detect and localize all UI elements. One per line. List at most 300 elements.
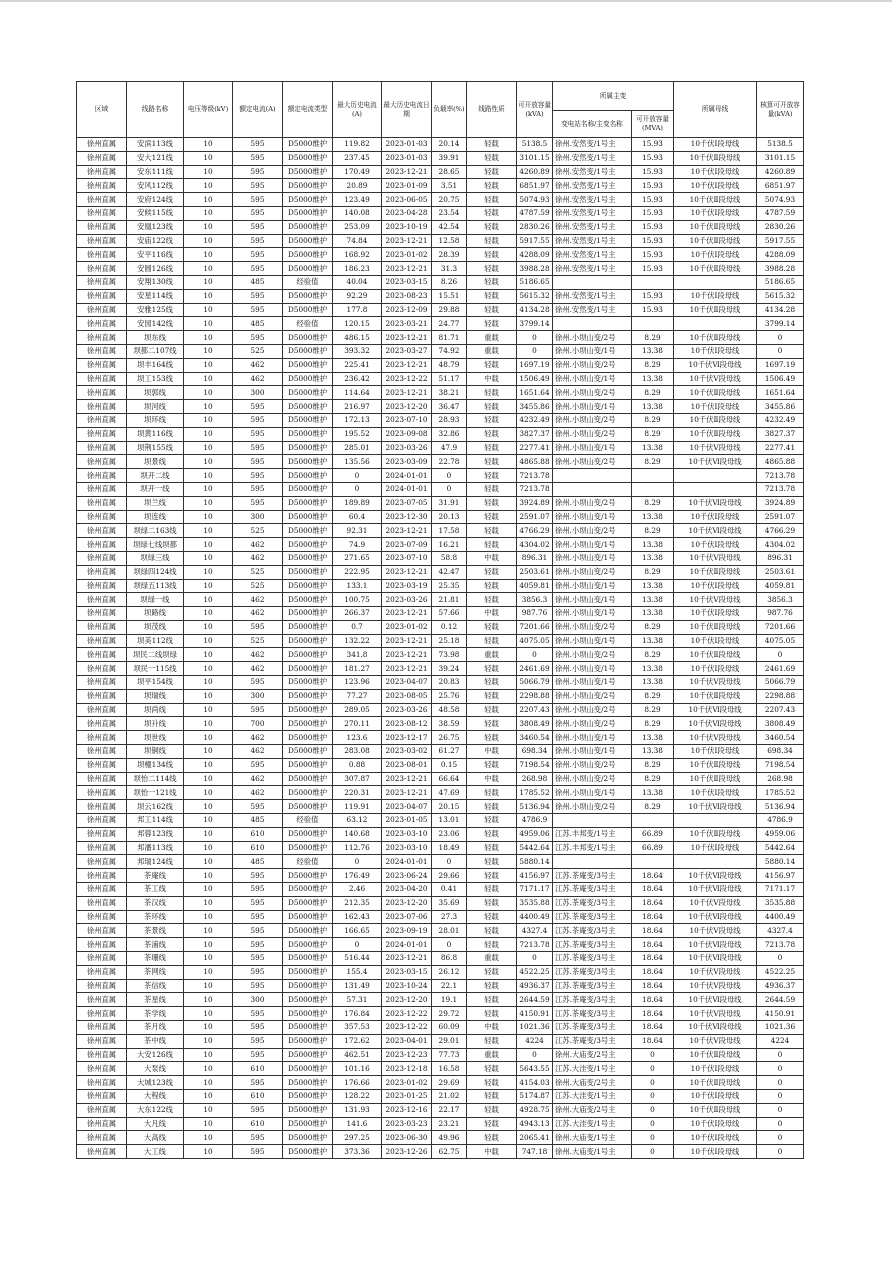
bus-cell: 10千伏Ⅴ段母线: [674, 979, 757, 993]
region-cell: 徐州直属: [77, 703, 127, 717]
load-rate-cell: 35.69: [432, 896, 467, 910]
line-nature-cell: 轻载: [467, 1117, 517, 1131]
line-nature-cell: 轻载: [467, 482, 517, 496]
table-row: [77, 427, 804, 441]
sub-capacity-cell: 8.29: [632, 772, 674, 786]
line-nature-cell: 轻载: [467, 138, 517, 152]
sub-capacity-cell: 0: [632, 1076, 674, 1090]
max-date-cell: 2023-01-02: [382, 1076, 432, 1090]
voltage-cell: 10: [184, 234, 233, 248]
load-rate-cell: 20.83: [432, 676, 467, 690]
rated-current-cell: 595: [233, 455, 283, 469]
substation-cell: 江苏.丰邦变/1号主: [553, 841, 632, 855]
voltage-cell: 10: [184, 289, 233, 303]
load-rate-cell: 0: [432, 469, 467, 483]
load-rate-cell: 23.21: [432, 1117, 467, 1131]
line-name-cell: 坝都二107线: [127, 344, 184, 358]
bus-cell: 10千伏Ⅵ段母线: [674, 993, 757, 1007]
sub-capacity-cell: 18.64: [632, 883, 674, 897]
open-capacity-cell: 3101.15: [517, 151, 553, 165]
capacity-table-sheet: [76, 81, 803, 1159]
line-name-cell: 坝绿三线: [127, 551, 184, 565]
line-nature-cell: 中载: [467, 607, 517, 621]
line-name-cell: 坝荆155线: [127, 441, 184, 455]
bus-cell: 10千伏Ⅰ段母线: [674, 662, 757, 676]
open-capacity-cell: 4787.59: [517, 206, 553, 220]
rated-type-cell: D5000维护: [283, 358, 333, 372]
rated-current-cell: 462: [233, 731, 283, 745]
rated-current-cell: 525: [233, 344, 283, 358]
line-name-cell: 安平116线: [127, 248, 184, 262]
substation-cell: 徐州.小坝山变/1号: [553, 510, 632, 524]
rated-current-cell: 525: [233, 565, 283, 579]
table-row: [77, 151, 804, 165]
region-cell: 徐州直属: [77, 786, 127, 800]
max-current-cell: 266.37: [333, 607, 382, 621]
max-date-cell: 2023-03-15: [382, 965, 432, 979]
max-date-cell: 2023-12-09: [382, 303, 432, 317]
sub-capacity-cell: [632, 469, 674, 483]
region-cell: 徐州直属: [77, 634, 127, 648]
voltage-cell: 10: [184, 1021, 233, 1035]
rated-current-cell: 595: [233, 1048, 283, 1062]
rated-type-cell: D5000维护: [283, 1007, 333, 1021]
rated-type-cell: 经验值: [283, 275, 333, 289]
rated-type-cell: D5000维护: [283, 179, 333, 193]
rated-current-cell: 595: [233, 331, 283, 345]
open-capacity-cell: 4150.91: [517, 1007, 553, 1021]
line-name-cell: 坝开二线: [127, 469, 184, 483]
open-capacity-cell: 0: [517, 648, 553, 662]
calc-capacity-cell: 4260.89: [757, 165, 804, 179]
max-current-cell: 285.01: [333, 441, 382, 455]
load-rate-cell: 73.98: [432, 648, 467, 662]
rated-current-cell: 700: [233, 717, 283, 731]
calc-capacity-cell: 4156.97: [757, 869, 804, 883]
load-rate-cell: 22.1: [432, 979, 467, 993]
bus-cell: 10千伏Ⅱ段母线: [674, 151, 757, 165]
load-rate-cell: 29.69: [432, 1076, 467, 1090]
sub-capacity-cell: 13.38: [632, 662, 674, 676]
open-capacity-cell: 4327.4: [517, 924, 553, 938]
sub-capacity-cell: 18.64: [632, 952, 674, 966]
header-rated-current: 额定电流(A): [233, 82, 283, 138]
region-cell: 徐州直属: [77, 193, 127, 207]
calc-capacity-cell: 987.76: [757, 607, 804, 621]
page-top-rule: [0, 0, 892, 2]
voltage-cell: 10: [184, 800, 233, 814]
table-row: [77, 593, 804, 607]
load-rate-cell: 29.01: [432, 1034, 467, 1048]
table-row: [77, 1145, 804, 1159]
bus-cell: 10千伏Ⅰ段母线: [674, 138, 757, 152]
sub-capacity-cell: 8.29: [632, 758, 674, 772]
table-row: [77, 138, 804, 152]
calc-capacity-cell: 7213.78: [757, 482, 804, 496]
region-cell: 徐州直属: [77, 151, 127, 165]
line-nature-cell: 重载: [467, 344, 517, 358]
substation-cell: [553, 317, 632, 331]
max-current-cell: 77.27: [333, 689, 382, 703]
rated-current-cell: 595: [233, 924, 283, 938]
open-capacity-cell: 5174.87: [517, 1089, 553, 1103]
sub-capacity-cell: 13.38: [632, 593, 674, 607]
line-name-cell: 茶汉线: [127, 896, 184, 910]
line-nature-cell: 轻载: [467, 979, 517, 993]
max-date-cell: 2023-01-09: [382, 179, 432, 193]
region-cell: 徐州直属: [77, 814, 127, 828]
region-cell: 徐州直属: [77, 565, 127, 579]
bus-cell: 10千伏Ⅵ段母线: [674, 496, 757, 510]
max-current-cell: 176.84: [333, 1007, 382, 1021]
max-date-cell: 2024-01-01: [382, 469, 432, 483]
max-current-cell: 271.65: [333, 551, 382, 565]
calc-capacity-cell: 3799.14: [757, 317, 804, 331]
max-date-cell: 2023-07-09: [382, 538, 432, 552]
open-capacity-cell: 5615.32: [517, 289, 553, 303]
max-date-cell: 2023-12-20: [382, 993, 432, 1007]
table-row: [77, 717, 804, 731]
bus-cell: 10千伏Ⅱ段母线: [674, 1076, 757, 1090]
line-nature-cell: 轻载: [467, 303, 517, 317]
region-cell: 徐州直属: [77, 938, 127, 952]
bus-cell: 10千伏Ⅱ段母线: [674, 427, 757, 441]
max-date-cell: 2023-12-26: [382, 1145, 432, 1159]
open-capacity-cell: 3460.54: [517, 731, 553, 745]
line-name-cell: 安风112线: [127, 179, 184, 193]
max-date-cell: 2023-12-21: [382, 234, 432, 248]
line-name-cell: 安翔130线: [127, 275, 184, 289]
table-row: [77, 607, 804, 621]
max-date-cell: 2023-12-21: [382, 772, 432, 786]
bus-cell: 10千伏Ⅰ段母线: [674, 745, 757, 759]
max-current-cell: 60.4: [333, 510, 382, 524]
calc-capacity-cell: 0: [757, 1131, 804, 1145]
calc-capacity-cell: 5615.32: [757, 289, 804, 303]
line-nature-cell: 中载: [467, 1145, 517, 1159]
line-nature-cell: 轻载: [467, 524, 517, 538]
line-name-cell: 安府124线: [127, 193, 184, 207]
calc-capacity-cell: 5880.14: [757, 855, 804, 869]
voltage-cell: 10: [184, 427, 233, 441]
max-date-cell: 2023-03-15: [382, 275, 432, 289]
line-nature-cell: 轻载: [467, 206, 517, 220]
line-name-cell: 安东111线: [127, 165, 184, 179]
table-row: [77, 565, 804, 579]
max-current-cell: 141.6: [333, 1117, 382, 1131]
max-current-cell: 0: [333, 482, 382, 496]
max-current-cell: 168.92: [333, 248, 382, 262]
bus-cell: 10千伏Ⅰ段母线: [674, 1117, 757, 1131]
calc-capacity-cell: 1697.19: [757, 358, 804, 372]
line-nature-cell: 轻载: [467, 248, 517, 262]
max-current-cell: 297.25: [333, 1131, 382, 1145]
table-row: [77, 745, 804, 759]
rated-current-cell: 595: [233, 1145, 283, 1159]
calc-capacity-cell: 3856.3: [757, 593, 804, 607]
line-nature-cell: 轻载: [467, 938, 517, 952]
load-rate-cell: 28.01: [432, 924, 467, 938]
rated-current-cell: 595: [233, 469, 283, 483]
calc-capacity-cell: 3460.54: [757, 731, 804, 745]
substation-cell: 徐州.小坝山变/1号: [553, 745, 632, 759]
rated-current-cell: 595: [233, 979, 283, 993]
sub-capacity-cell: 13.38: [632, 510, 674, 524]
substation-cell: 徐州.小坝山变/2号: [553, 717, 632, 731]
calc-capacity-cell: 0: [757, 1076, 804, 1090]
load-rate-cell: 8.26: [432, 275, 467, 289]
load-rate-cell: 25.18: [432, 634, 467, 648]
table-row: [77, 1103, 804, 1117]
load-rate-cell: 0: [432, 938, 467, 952]
region-cell: 徐州直属: [77, 482, 127, 496]
table-row: [77, 1062, 804, 1076]
load-rate-cell: 29.66: [432, 869, 467, 883]
bus-cell: [674, 275, 757, 289]
rated-current-cell: 595: [233, 910, 283, 924]
load-rate-cell: 31.3: [432, 262, 467, 276]
calc-capacity-cell: 2830.26: [757, 220, 804, 234]
rated-type-cell: D5000维护: [283, 469, 333, 483]
region-cell: 徐州直属: [77, 1062, 127, 1076]
load-rate-cell: 28.39: [432, 248, 467, 262]
sub-capacity-cell: 15.93: [632, 248, 674, 262]
rated-type-cell: D5000维护: [283, 400, 333, 414]
max-date-cell: 2023-12-16: [382, 1103, 432, 1117]
table-row: [77, 441, 804, 455]
line-name-cell: 坝世线: [127, 731, 184, 745]
rated-current-cell: 595: [233, 1034, 283, 1048]
load-rate-cell: 51.17: [432, 372, 467, 386]
table-row: [77, 772, 804, 786]
rated-type-cell: D5000维护: [283, 620, 333, 634]
bus-cell: 10千伏Ⅰ段母线: [674, 1089, 757, 1103]
line-nature-cell: 轻载: [467, 800, 517, 814]
max-date-cell: 2023-03-21: [382, 317, 432, 331]
load-rate-cell: 20.75: [432, 193, 467, 207]
bus-cell: 10千伏Ⅱ段母线: [674, 565, 757, 579]
sub-capacity-cell: 15.93: [632, 206, 674, 220]
line-nature-cell: 轻载: [467, 814, 517, 828]
region-cell: 徐州直属: [77, 883, 127, 897]
rated-current-cell: 595: [233, 883, 283, 897]
substation-cell: 徐州.小坝山变/2号: [553, 386, 632, 400]
line-name-cell: 茶浦线: [127, 938, 184, 952]
calc-capacity-cell: 7198.54: [757, 758, 804, 772]
line-nature-cell: 轻载: [467, 786, 517, 800]
line-name-cell: 坝绿一线: [127, 593, 184, 607]
calc-capacity-cell: 2277.41: [757, 441, 804, 455]
max-date-cell: 2023-12-22: [382, 1007, 432, 1021]
sub-capacity-cell: 0: [632, 1131, 674, 1145]
open-capacity-cell: 4154.03: [517, 1076, 553, 1090]
load-rate-cell: 32.86: [432, 427, 467, 441]
voltage-cell: 10: [184, 952, 233, 966]
line-nature-cell: 轻载: [467, 193, 517, 207]
load-rate-cell: 48.79: [432, 358, 467, 372]
substation-cell: 江苏.茶庵变/3号主: [553, 910, 632, 924]
sub-capacity-cell: 18.64: [632, 1034, 674, 1048]
open-capacity-cell: 1651.64: [517, 386, 553, 400]
max-date-cell: 2023-12-21: [382, 648, 432, 662]
sub-capacity-cell: 8.29: [632, 331, 674, 345]
bus-cell: 10千伏Ⅱ段母线: [674, 758, 757, 772]
open-capacity-cell: 4304.02: [517, 538, 553, 552]
substation-cell: 徐州.小坝山变/1号: [553, 551, 632, 565]
voltage-cell: 10: [184, 579, 233, 593]
max-current-cell: 307.87: [333, 772, 382, 786]
load-rate-cell: 86.8: [432, 952, 467, 966]
line-name-cell: 坝工153线: [127, 372, 184, 386]
max-current-cell: 516.44: [333, 952, 382, 966]
open-capacity-cell: 4224: [517, 1034, 553, 1048]
line-nature-cell: 中载: [467, 551, 517, 565]
table-row: [77, 510, 804, 524]
bus-cell: 10千伏Ⅰ段母线: [674, 289, 757, 303]
table-row: [77, 248, 804, 262]
line-nature-cell: 轻载: [467, 441, 517, 455]
max-date-cell: 2023-12-21: [382, 952, 432, 966]
sub-capacity-cell: 13.38: [632, 344, 674, 358]
line-name-cell: 大凡线: [127, 1117, 184, 1131]
region-cell: 徐州直属: [77, 317, 127, 331]
open-capacity-cell: 0: [517, 331, 553, 345]
substation-cell: 徐州.安然变/1号主: [553, 220, 632, 234]
max-date-cell: 2023-12-21: [382, 786, 432, 800]
rated-current-cell: 595: [233, 1131, 283, 1145]
sub-capacity-cell: 8.29: [632, 620, 674, 634]
open-capacity-cell: 4059.81: [517, 579, 553, 593]
line-name-cell: 坝连线: [127, 510, 184, 524]
open-capacity-cell: 0: [517, 952, 553, 966]
voltage-cell: 10: [184, 496, 233, 510]
region-cell: 徐州直属: [77, 745, 127, 759]
substation-cell: 徐州.安然变/1号主: [553, 206, 632, 220]
max-date-cell: 2023-07-10: [382, 551, 432, 565]
max-current-cell: 20.89: [333, 179, 382, 193]
bus-cell: 10千伏Ⅱ段母线: [674, 193, 757, 207]
substation-cell: 徐州.小坝山变/2号: [553, 331, 632, 345]
open-capacity-cell: 2591.07: [517, 510, 553, 524]
max-current-cell: 132.22: [333, 634, 382, 648]
calc-capacity-cell: 0: [757, 1103, 804, 1117]
voltage-cell: 10: [184, 455, 233, 469]
bus-cell: 10千伏Ⅵ段母线: [674, 952, 757, 966]
calc-capacity-cell: 2644.59: [757, 993, 804, 1007]
line-nature-cell: 轻载: [467, 1089, 517, 1103]
bus-cell: 10千伏Ⅰ段母线: [674, 1145, 757, 1159]
line-nature-cell: 重载: [467, 952, 517, 966]
sub-capacity-cell: 18.64: [632, 910, 674, 924]
max-current-cell: 0: [333, 855, 382, 869]
load-rate-cell: 18.49: [432, 841, 467, 855]
load-rate-cell: 26.12: [432, 965, 467, 979]
bus-cell: 10千伏Ⅰ段母线: [674, 786, 757, 800]
rated-current-cell: 595: [233, 620, 283, 634]
sub-capacity-cell: 8.29: [632, 427, 674, 441]
region-cell: 徐州直属: [77, 427, 127, 441]
sub-capacity-cell: 8.29: [632, 496, 674, 510]
line-nature-cell: 轻载: [467, 262, 517, 276]
line-nature-cell: 轻载: [467, 896, 517, 910]
open-capacity-cell: 7198.54: [517, 758, 553, 772]
rated-current-cell: 595: [233, 248, 283, 262]
substation-cell: 徐州.安然变/1号主: [553, 289, 632, 303]
table-row: [77, 193, 804, 207]
rated-current-cell: 595: [233, 800, 283, 814]
rated-type-cell: D5000维护: [283, 717, 333, 731]
max-date-cell: 2023-03-26: [382, 593, 432, 607]
voltage-cell: 10: [184, 400, 233, 414]
sub-capacity-cell: 13.38: [632, 676, 674, 690]
bus-cell: 10千伏Ⅵ段母线: [674, 524, 757, 538]
line-name-cell: 大城123线: [127, 1076, 184, 1090]
calc-capacity-cell: 2207.43: [757, 703, 804, 717]
max-current-cell: 283.08: [333, 745, 382, 759]
open-capacity-cell: 1785.52: [517, 786, 553, 800]
load-rate-cell: 16.21: [432, 538, 467, 552]
sub-capacity-cell: 8.29: [632, 565, 674, 579]
rated-current-cell: 595: [233, 1076, 283, 1090]
voltage-cell: 10: [184, 510, 233, 524]
substation-cell: 徐州.小坝山变/1号: [553, 579, 632, 593]
open-capacity-cell: 3455.86: [517, 400, 553, 414]
load-rate-cell: 20.14: [432, 138, 467, 152]
rated-current-cell: 595: [233, 289, 283, 303]
rated-type-cell: D5000维护: [283, 745, 333, 759]
max-date-cell: 2023-03-26: [382, 441, 432, 455]
calc-capacity-cell: 1651.64: [757, 386, 804, 400]
max-current-cell: 237.45: [333, 151, 382, 165]
line-nature-cell: 轻载: [467, 179, 517, 193]
max-current-cell: 123.49: [333, 193, 382, 207]
calc-capacity-cell: 3988.28: [757, 262, 804, 276]
max-date-cell: 2023-04-07: [382, 676, 432, 690]
table-row: [77, 179, 804, 193]
max-date-cell: 2023-03-27: [382, 344, 432, 358]
table-row: [77, 676, 804, 690]
substation-cell: 徐州.小坝山变/1号: [553, 786, 632, 800]
load-rate-cell: 17.58: [432, 524, 467, 538]
substation-cell: 江苏.茶庵变/3号主: [553, 1021, 632, 1035]
voltage-cell: 10: [184, 138, 233, 152]
open-capacity-cell: 5066.79: [517, 676, 553, 690]
line-nature-cell: 轻载: [467, 634, 517, 648]
calc-capacity-cell: 4134.28: [757, 303, 804, 317]
table-row: [77, 869, 804, 883]
voltage-cell: 10: [184, 538, 233, 552]
voltage-cell: 10: [184, 262, 233, 276]
sub-capacity-cell: 18.64: [632, 1021, 674, 1035]
max-date-cell: 2023-01-25: [382, 1089, 432, 1103]
region-cell: 徐州直属: [77, 358, 127, 372]
line-name-cell: 邦工114线: [127, 814, 184, 828]
table-row: [77, 234, 804, 248]
calc-capacity-cell: 4936.37: [757, 979, 804, 993]
line-name-cell: 坝民一115线: [127, 662, 184, 676]
substation-cell: 徐州.安然变/1号主: [553, 262, 632, 276]
sub-capacity-cell: 66.89: [632, 841, 674, 855]
table-row: [77, 910, 804, 924]
line-nature-cell: 轻载: [467, 731, 517, 745]
rated-type-cell: D5000维护: [283, 579, 333, 593]
bus-cell: 10千伏Ⅵ段母线: [674, 869, 757, 883]
bus-cell: 10千伏Ⅵ段母线: [674, 703, 757, 717]
rated-type-cell: D5000维护: [283, 331, 333, 345]
rated-type-cell: D5000维护: [283, 413, 333, 427]
bus-cell: 10千伏Ⅰ段母线: [674, 510, 757, 524]
rated-current-cell: 595: [233, 193, 283, 207]
